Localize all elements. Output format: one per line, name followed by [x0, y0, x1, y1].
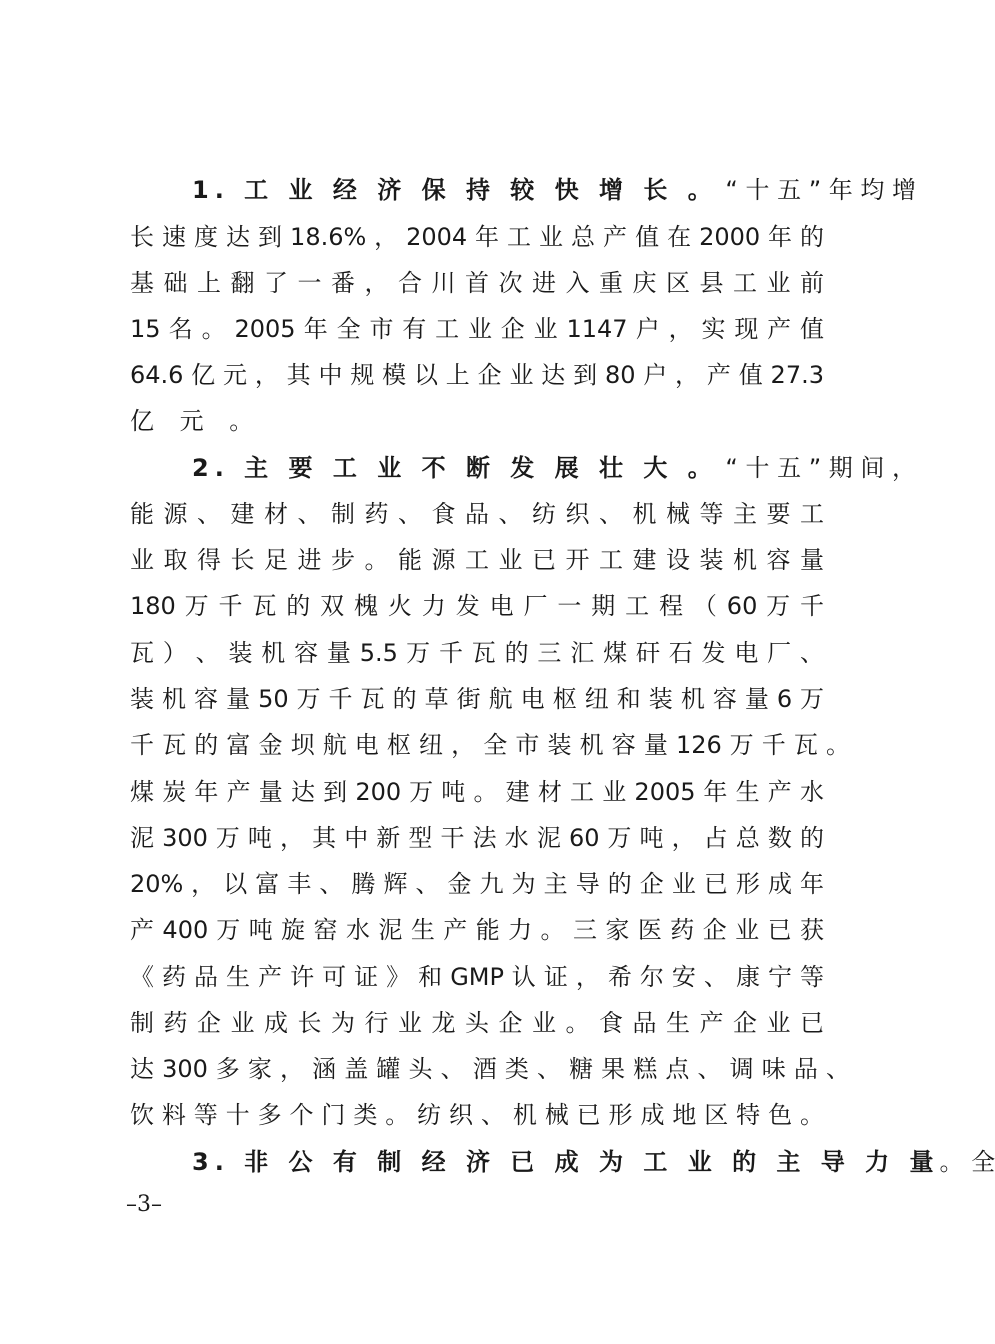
paragraph-2-line-1	[192, 448, 917, 488]
paragraph-1-line-6: 亿 元 。	[130, 407, 263, 435]
paragraph-2-line-3: 业 取 得 长 足 进 步 。 能 源 工 业 已 开 工 建 设 装 机 容 量	[130, 546, 824, 574]
paragraph-2-heading: 2. 主 要 工 业 不 断 发 展 壮 大 。	[192, 454, 718, 482]
paragraph-2-line-14: 达 300 多 家 ， 涵 盖 罐 头 、 酒 类 、 糖 果 糕 点 、 调 味 品 、	[130, 1055, 850, 1083]
paragraph-1-heading: 1. 工 业 经 济 保 持 较 快 增 长 。	[192, 176, 718, 204]
paragraph-2-line-15: 饮 料 等 十 多 个 门 类 。 纺 织 、 机 械 已 形 成 地 区 特 色 。	[130, 1101, 824, 1129]
paragraph-2-line-11: 产 400 万 吨 旋 窑 水 泥 生 产 能 力 。 三 家 医 药 企 业 已 获	[130, 916, 824, 944]
paragraph-2-line-1-text: “ 十 五 ” 期 间 ，	[725, 454, 917, 482]
paragraph-2-line-9: 泥 300 万 吨 ， 其 中 新 型 干 法 水 泥 60 万 吨 ， 占 总 数 的	[130, 824, 824, 852]
paragraph-2-line-5: 瓦 ） 、 装 机 容 量 5.5 万 千 瓦 的 三 汇 煤 矸 石 发 电 厂 、	[130, 639, 824, 667]
paragraph-1-line-2: 长 速 度 达 到 18.6% ， 2004 年 工 业 总 产 值 在 2000 年 的	[130, 223, 824, 251]
paragraph-3-line-1-text: 。 全	[939, 1148, 995, 1176]
paragraph-2-line-10: 20% ， 以 富 丰 、 腾 辉 、 金 九 为 主 导 的 企 业 已 形 成 年	[130, 870, 824, 898]
paragraph-1-line-1	[192, 170, 917, 210]
paragraph-2-line-4: 180 万 千 瓦 的 双 槐 火 力 发 电 厂 一 期 工 程 （ 60 万 千	[130, 592, 824, 620]
paragraph-3-heading: 3. 非 公 有 制 经 济 已 成 为 工 业 的 主 导 力 量	[192, 1148, 940, 1176]
paragraph-3-line-1	[192, 1142, 995, 1182]
paragraph-1-line-4: 15 名 。 2005 年 全 市 有 工 业 企 业 1147 户 ， 实 现 产 值	[130, 315, 824, 343]
paragraph-2-line-8: 煤 炭 年 产 量 达 到 200 万 吨 。 建 材 工 业 2005 年 生 产 水	[130, 778, 824, 806]
paragraph-2-line-13: 制 药 企 业 成 长 为 行 业 龙 头 企 业 。 食 品 生 产 企 业 已	[130, 1009, 824, 1037]
paragraph-2-line-2: 能 源 、 建 材 、 制 药 、 食 品 、 纺 织 、 机 械 等 主 要 工	[130, 500, 824, 528]
paragraph-1-line-3: 基 础 上 翻 了 一 番 ， 合 川 首 次 进 入 重 庆 区 县 工 业 前	[130, 269, 824, 297]
paragraph-1-line-5: 64.6 亿 元 ， 其 中 规 模 以 上 企 业 达 到 80 户 ， 产 值 27.3	[130, 361, 824, 389]
paragraph-2-line-7: 千 瓦 的 富 金 坝 航 电 枢 纽 ， 全 市 装 机 容 量 126 万 千 瓦 。	[130, 731, 850, 759]
paragraph-2-line-12: 《 药 品 生 产 许 可 证 》 和 GMP 认 证 ， 希 尔 安 、 康 宁 等	[130, 963, 824, 991]
paragraph-1-line-1-text: “ 十 五 ” 年 均 增	[725, 176, 917, 204]
page-number: –3–	[126, 1192, 162, 1217]
paragraph-2-line-6: 装 机 容 量 50 万 千 瓦 的 草 街 航 电 枢 纽 和 装 机 容 量 6 万	[130, 685, 824, 713]
